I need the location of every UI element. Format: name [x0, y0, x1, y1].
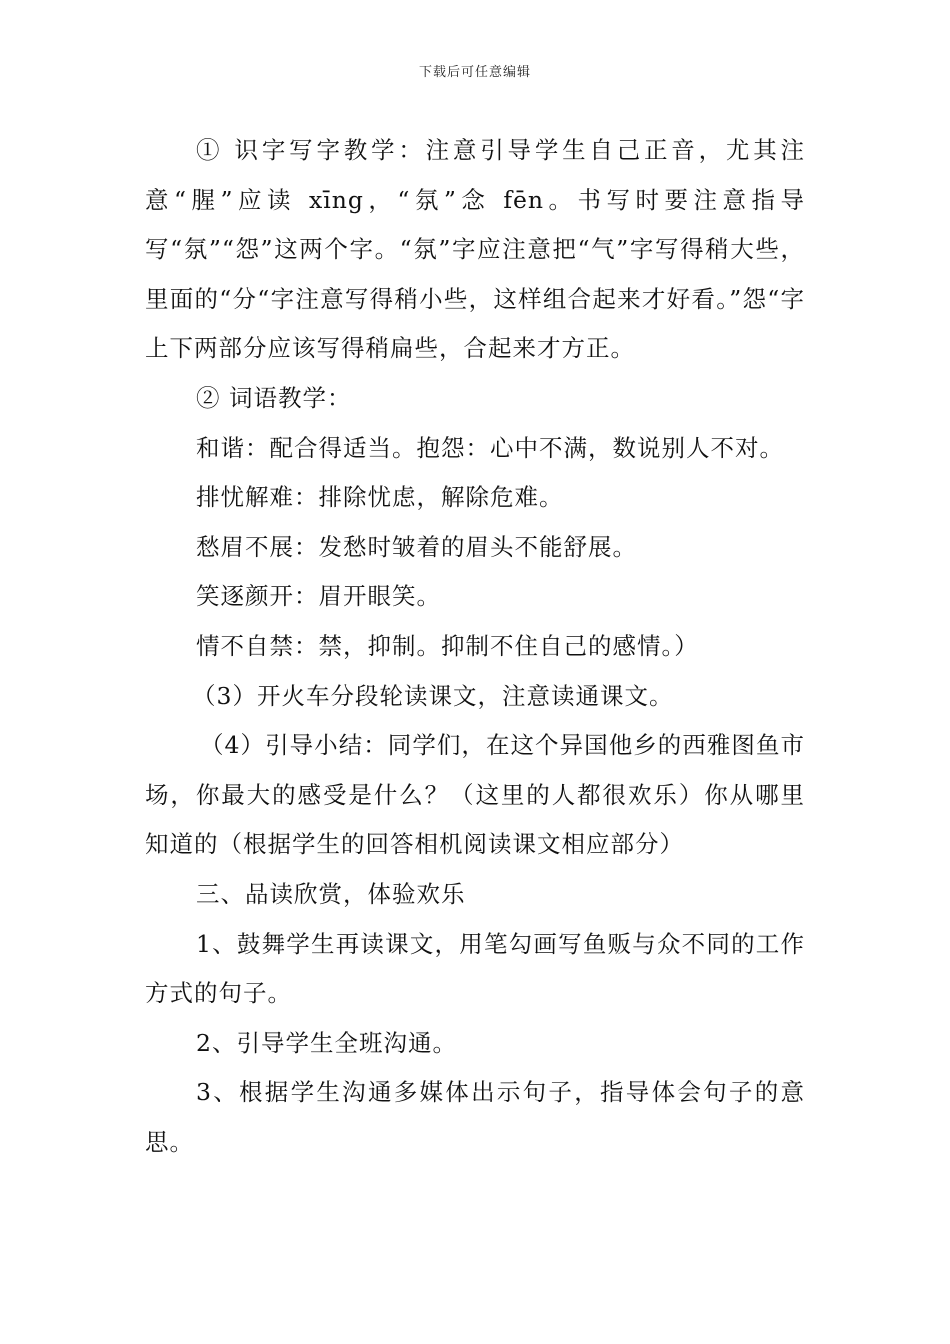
paragraph-step-3: （3）开火车分段轮读课文，注意读通课文。 — [192, 681, 674, 710]
paragraph-vocab-cannot-help: 情不自禁：禁，抑制。抑制不住自己的感情。） — [196, 631, 699, 660]
paragraph-vocab-smile: 笑逐颜开：眉开眼笑。 — [196, 582, 441, 611]
paragraph-literacy-teaching: ① 识字写字教学：注意引导学生自己正音，尤其注意“腥”应读 xīng，“氛”念 fēn。书写时要注意指导写“氛”“怨”这两个字。“氛”字应注意把“气”字写得稍大些，里面的“分“字注意写得稍小些，这样组合起来才好看。”怨“字上下两部分应该写得稍扁些，合起来才方正。 — [145, 136, 805, 363]
paragraph-vocab-relieve: 排忧解难：排除忧虑，解除危难。 — [196, 483, 564, 512]
page-header: 下载后可任意编辑 — [418, 65, 531, 80]
paragraph-vocabulary-heading: ② 词语教学： — [196, 383, 352, 412]
document-body — [145, 126, 805, 1167]
paragraph-step-4: （4）引导小结：同学们，在这个异国他乡的西雅图鱼市场，你最大的感受是什么？（这里的人都很欢乐）你从哪里知道的（根据学生的回答相机阅读课文相应部分） — [145, 731, 805, 859]
section-heading-appreciation: 三、品读欣赏，体验欢乐 — [196, 879, 466, 908]
paragraph-item-2: 2、引导学生全班沟通。 — [196, 1028, 457, 1057]
paragraph-item-3: 3、根据学生沟通多媒体出示句子，指导体会句子的意思。 — [145, 1078, 805, 1156]
paragraph-vocab-harmony: 和谐：配合得适当。抱怨：心中不满，数说别人不对。 — [196, 433, 784, 462]
paragraph-vocab-frown: 愁眉不展：发愁时皱着的眉头不能舒展。 — [196, 532, 637, 561]
paragraph-item-1: 1、鼓舞学生再读课文，用笔勾画写鱼贩与众不同的工作方式的句子。 — [145, 929, 805, 1008]
